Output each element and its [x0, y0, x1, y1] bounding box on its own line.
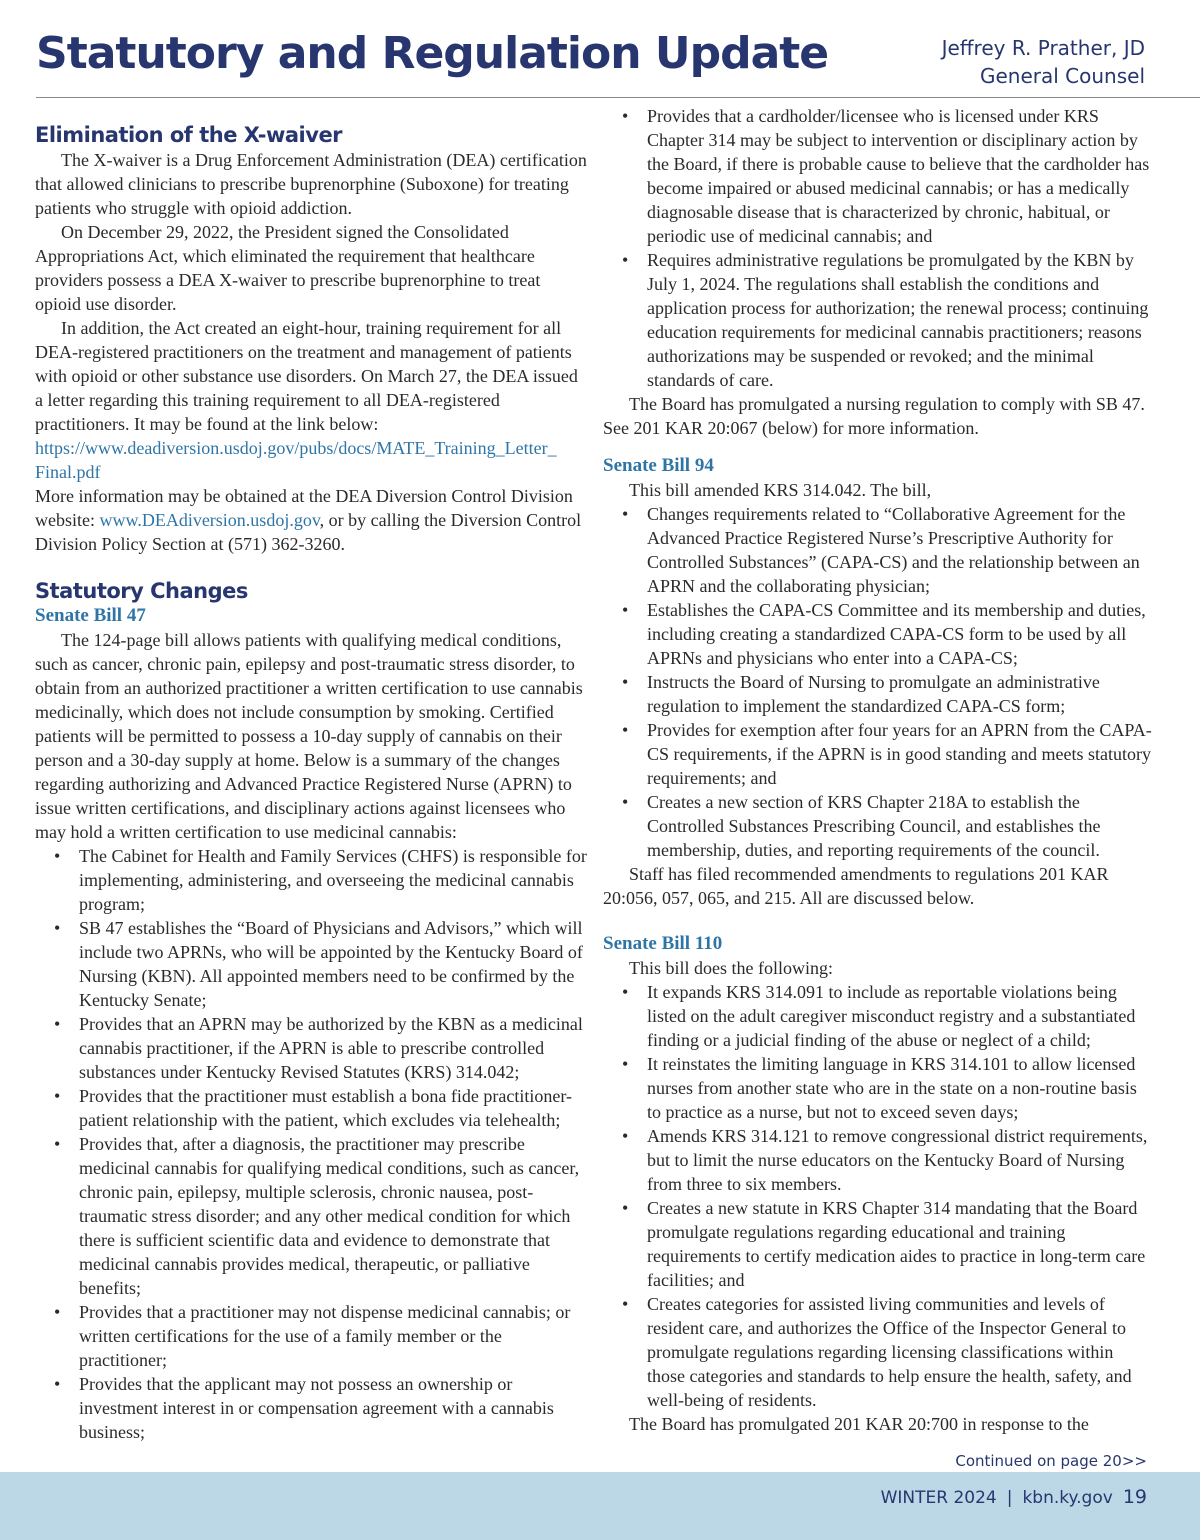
- sb110-closing: The Board has promulgated 201 KAR 20:700 in response to the: [629, 1414, 1089, 1434]
- list-item: • Provides that a practitioner may not dispense medicinal cannabis; or written certifications for the use of a family member or the practitioner;: [35, 1300, 587, 1372]
- sb94-bullet-list: [603, 502, 1153, 862]
- issue-label: WINTER 2024: [880, 1488, 997, 1508]
- author-block: [942, 34, 1145, 90]
- xwaiver-paragraph-1: The X-waiver is a Drug Enforcement Administration (DEA) certification that allowed clinicians to prescribe buprenorphine (Suboxone) for treating patients who struggle with opioid addiction.: [35, 150, 587, 218]
- list-item: • It expands KRS 314.091 to include as reportable violations being listed on the adult caregiver misconduct registry and a substantiated finding or a judicial finding of the abuse or neglect of a child;: [603, 980, 1153, 1052]
- sb94-heading: Senate Bill 94: [603, 455, 714, 476]
- dea-diversion-link[interactable]: www.DEAdiversion.usdoj.gov: [99, 510, 320, 530]
- page-number: 19: [1122, 1486, 1147, 1508]
- sb47-bullet-list-continued: [603, 104, 1153, 392]
- sb47-bullet-list: [35, 844, 587, 1444]
- list-item: • Amends KRS 314.121 to remove congressional district requirements, but to limit the nurse educators on the Kentucky Board of Nursing from three to six members.: [603, 1124, 1153, 1196]
- page-title: Statutory and Regulation Update: [36, 28, 829, 79]
- list-item: • Provides that the practitioner must establish a bona fide practitioner-patient relationship with the patient, which excludes via telehealth;: [35, 1084, 587, 1132]
- sb94-closing: Staff has filed recommended amendments to regulations 201 KAR 20:056, 057, 065, and 215. All are discussed below.: [603, 864, 1109, 908]
- list-item: • The Cabinet for Health and Family Services (CHFS) is responsible for implementing, administering, and overseeing the medicinal cannabis program;: [35, 844, 587, 916]
- sb47-intro: The 124-page bill allows patients with qualifying medical conditions, such as cancer, chronic pain, epilepsy and post-traumatic stress disorder, to obtain from an authorized practitioner a written certification to use cannabis medicinally, which does not include consumption by smoking. Certified patients will be permitted to possess a 10-day supply of cannabis on their person and a 30-day supply at home. Below is a summary of the changes regarding authorizing and Advanced Practice Registered Nurse (APRN) to issue written certifications, and disciplinary actions against licensees who may hold a written certification to use medicinal cannabis:: [35, 630, 583, 842]
- footer-separator: |: [1006, 1488, 1013, 1508]
- sb110-bullet-list: [603, 980, 1153, 1412]
- xwaiver-more-info: [35, 484, 587, 556]
- author-name: Jeffrey R. Prather, JD: [941, 36, 1145, 60]
- left-column: [35, 104, 587, 1444]
- sb110-intro: This bill does the following:: [629, 958, 833, 978]
- list-item: • It reinstates the limiting language in KRS 314.101 to allow licensed nurses from another state who are in the state on a non-routine basis to practice as a nurse, but not to exceed seven days;: [603, 1052, 1153, 1124]
- list-item: • SB 47 establishes the “Board of Physicians and Advisors,” which will include two APRNs, who will be appointed by the Kentucky Board of Nursing (KBN). All appointed members need to be confirmed by the Kentucky Senate;: [35, 916, 587, 1012]
- list-item: • Provides that a cardholder/licensee who is licensed under KRS Chapter 314 may be subject to intervention or disciplinary action by the Board, if there is probable cause to believe that the cardholder has become impaired or abused medicinal cannabis; or has a medically diagnosable disease that is characterized by chronic, habitual, or periodic use of medicinal cannabis; and: [603, 104, 1153, 248]
- list-item: • Provides that an APRN may be authorized by the KBN as a medicinal cannabis practitioner, if the APRN is able to prescribe controlled substances under Kentucky Revised Statutes (KRS) 314.042;: [35, 1012, 587, 1084]
- list-item: • Changes requirements related to “Collaborative Agreement for the Advanced Practice Registered Nurse’s Prescriptive Authority for Controlled Substances” (CAPA-CS) and the relationship between an APRN and the collaborating physician;: [603, 502, 1153, 598]
- list-item: • Provides for exemption after four years for an APRN from the CAPA-CS requirements, if the APRN is in good standing and meets statutory requirements; and: [603, 718, 1153, 790]
- list-item: • Provides that, after a diagnosis, the practitioner may prescribe medicinal cannabis for qualifying medical conditions, such as cancer, chronic pain, epilepsy, multiple sclerosis, chronic nausea, post-traumatic stress disorder; and any other medical condition for which there is sufficient scientific data and evidence to demonstrate that medicinal cannabis provides medical, therapeutic, or palliative benefits;: [35, 1132, 587, 1300]
- xwaiver-paragraph-3: In addition, the Act created an eight-hour, training requirement for all DEA-registered practitioners on the treatment and management of patients with opioid or other substance use disorders. On March 27, the DEA issued a letter regarding this training requirement to all DEA-registered practitioners. It may be found at the link below:: [35, 318, 578, 434]
- xwaiver-paragraph-2: On December 29, 2022, the President signed the Consolidated Appropriations Act, which eliminated the requirement that healthcare providers possess a DEA X-waiver to prescribe buprenorphine to treat opioid use disorder.: [35, 222, 541, 314]
- continued-link[interactable]: Continued on page 20>>: [955, 1452, 1147, 1470]
- statutory-changes-heading: Statutory Changes: [35, 579, 248, 603]
- header-divider: [36, 97, 1200, 98]
- list-item: • Provides that the applicant may not possess an ownership or investment interest in or compensation agreement with a cannabis business;: [35, 1372, 587, 1444]
- page-footer: [881, 1486, 1147, 1508]
- dea-training-letter-link[interactable]: https://www.deadiversion.usdoj.gov/pubs/docs/MATE_Training_Letter_ Final.pdf: [35, 438, 557, 482]
- xwaiver-heading: Elimination of the X-waiver: [35, 123, 343, 147]
- list-item: • Requires administrative regulations be promulgated by the KBN by July 1, 2024. The regulations shall establish the conditions and application process for authorization; the renewal process; continuing education requirements for medicinal cannabis practitioners; reasons authorizations may be suspended or revoked; and the minimal standards of care.: [603, 248, 1153, 392]
- author-title: General Counsel: [979, 64, 1145, 88]
- sb47-heading: Senate Bill 47: [35, 605, 146, 626]
- list-item: • Creates categories for assisted living communities and levels of resident care, and authorizes the Office of the Inspector General to promulgate regulations regarding licensing classifications within those categories and standards to help ensure the health, safety, and well-being of residents.: [603, 1292, 1153, 1412]
- list-item: • Establishes the CAPA-CS Committee and its membership and duties, including creating a standardized CAPA-CS form to be used by all APRNs and physicians who enter into a CAPA-CS;: [603, 598, 1153, 670]
- right-column: [603, 104, 1153, 1436]
- page-header: [0, 0, 1200, 100]
- list-item: • Creates a new statute in KRS Chapter 314 mandating that the Board promulgate regulations regarding educational and training requirements to certify medication aides to practice in long-term care facilities; and: [603, 1196, 1153, 1292]
- sb94-intro: This bill amended KRS 314.042. The bill,: [629, 480, 932, 500]
- list-item: • Instructs the Board of Nursing to promulgate an administrative regulation to implement the standardized CAPA-CS form;: [603, 670, 1153, 718]
- sb47-closing: The Board has promulgated a nursing regulation to comply with SB 47. See 201 KAR 20:067 (below) for more information.: [603, 394, 1145, 438]
- sb110-heading: Senate Bill 110: [603, 933, 723, 954]
- list-item: • Creates a new section of KRS Chapter 218A to establish the Controlled Substances Prescribing Council, and establishes the membership, duties, and reporting requirements of the council.: [603, 790, 1153, 862]
- more-info-phone: , or by calling the Diversion Control Division Policy Section at (571) 362-3260.: [35, 510, 582, 554]
- site-link[interactable]: kbn.ky.gov: [1022, 1488, 1113, 1508]
- more-info-text: More information may be obtained at the DEA Diversion Control Division website:: [35, 486, 573, 530]
